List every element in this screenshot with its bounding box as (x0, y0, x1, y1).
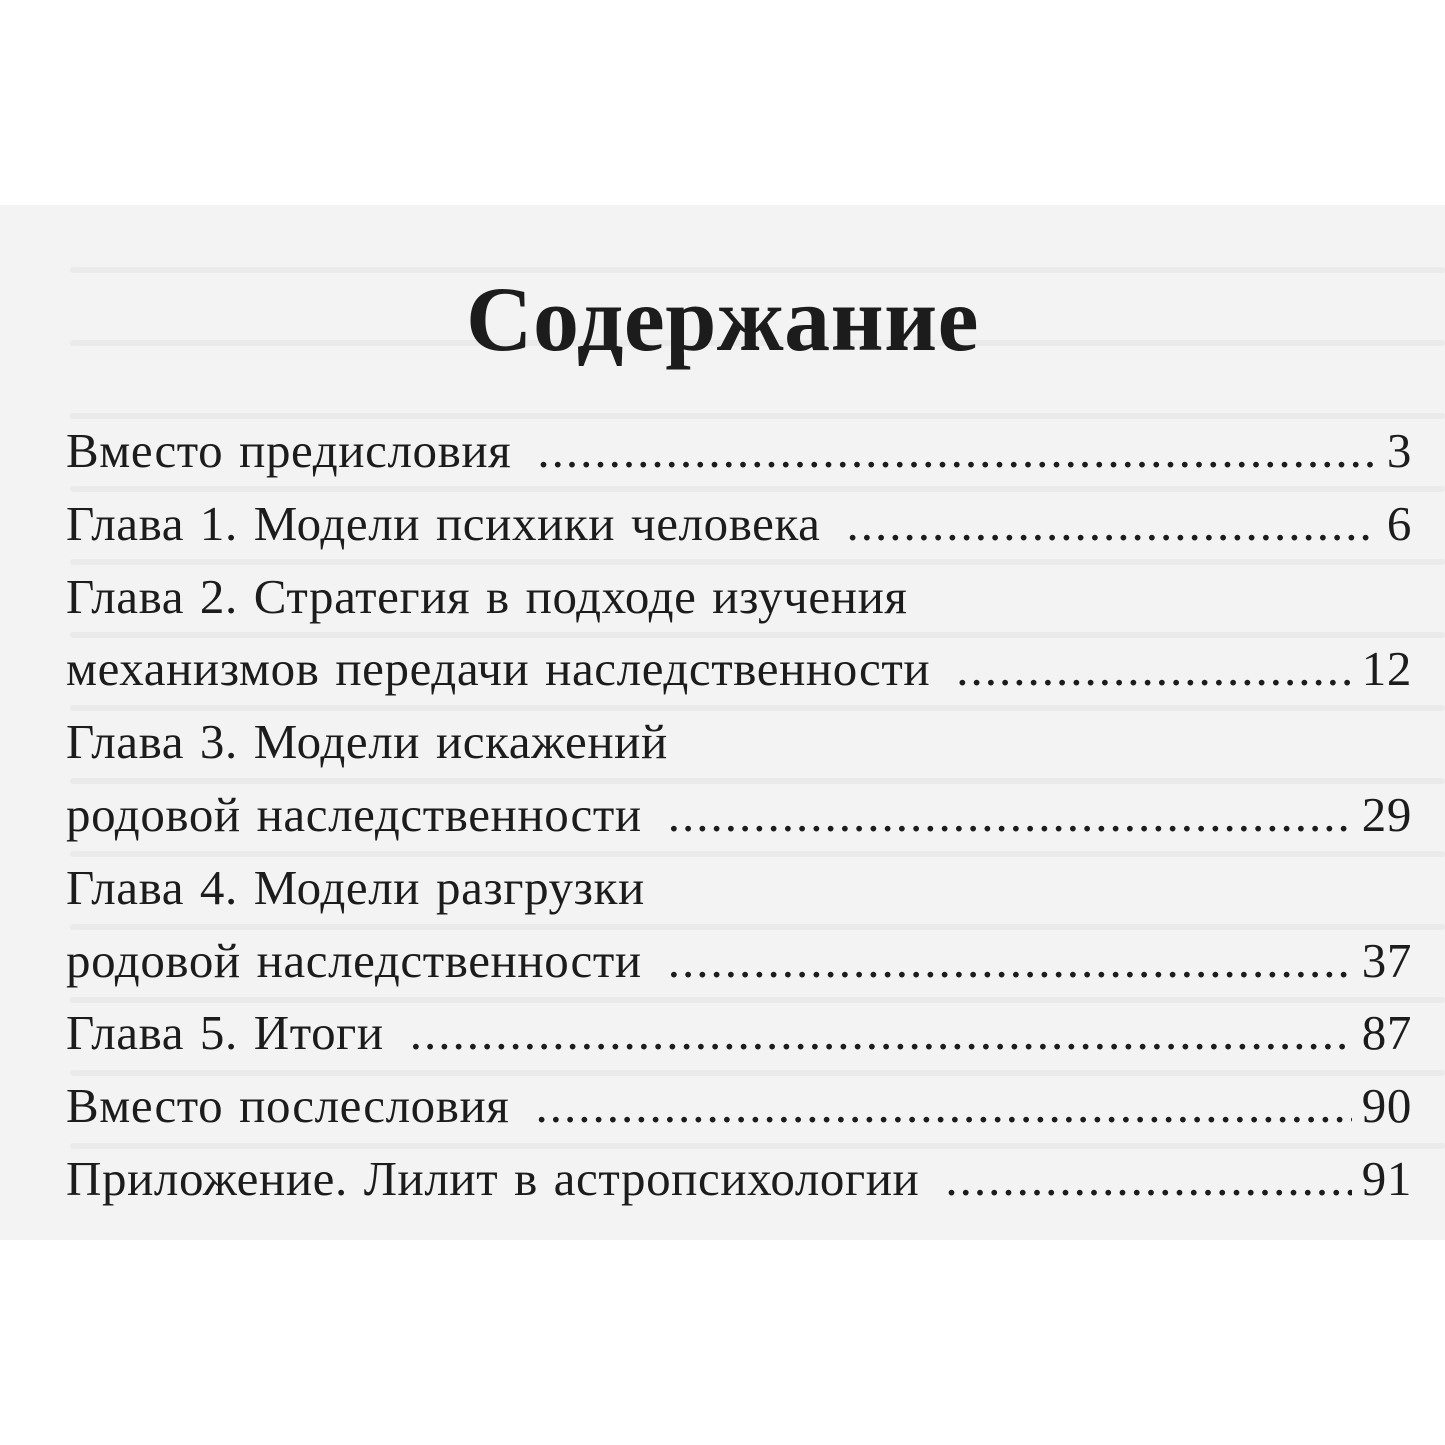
toc-entry-title-line: Глава 2. Стратегия в подходе изучения (66, 568, 908, 624)
toc-page-number: 90 (1361, 1078, 1412, 1134)
book-page (0, 205, 1445, 1240)
toc-entry (66, 415, 1412, 488)
dot-leader (956, 633, 1352, 706)
toc-entry-row (66, 415, 1412, 488)
toc-page-number: 3 (1386, 423, 1412, 478)
toc-entry-title-line: Глава 3. Модели искажений (66, 714, 668, 770)
toc-entry (66, 1070, 1412, 1143)
toc-entry-row (66, 633, 1412, 706)
toc-entry-row (66, 1070, 1412, 1143)
dot-leader (535, 1070, 1351, 1143)
toc-entry-row (66, 997, 1412, 1070)
toc-entry (66, 561, 1412, 707)
dot-leader (537, 415, 1377, 488)
dot-leader (847, 488, 1377, 561)
toc-entry-title-line: механизмов передачи наследственности (66, 641, 931, 697)
toc-entry-title-line: Вместо послесловия (66, 1078, 510, 1134)
toc-page-number: 29 (1361, 786, 1412, 842)
toc-entry (66, 852, 1412, 998)
table-of-contents (66, 415, 1412, 1216)
toc-entry (66, 997, 1412, 1070)
toc-page-number: 6 (1386, 495, 1412, 551)
toc-entry-row (66, 779, 1412, 852)
toc-entry (66, 706, 1412, 852)
toc-entry (66, 1143, 1412, 1216)
toc-entry-title-line: Глава 5. Итоги (66, 1005, 384, 1061)
toc-entry-row (66, 925, 1412, 998)
toc-entry-title-line: Приложение. Лилит в астропсихологии (66, 1150, 920, 1206)
toc-entry-title-line: родовой наследственности (66, 932, 642, 988)
toc-page-number: 91 (1361, 1150, 1412, 1206)
toc-entry-title-line: Глава 4. Модели разгрузки (66, 859, 645, 915)
toc-entry-title-line: Глава 1. Модели психики человека (66, 495, 821, 551)
toc-page-number: 37 (1361, 932, 1412, 988)
toc-page-number: 12 (1361, 641, 1412, 697)
toc-entry-title-line: родовой наследственности (66, 786, 642, 842)
dot-leader (410, 997, 1352, 1070)
dot-leader (668, 925, 1352, 998)
toc-page-number: 87 (1361, 1005, 1412, 1061)
dot-leader (945, 1143, 1351, 1216)
toc-entry-title-line: Вместо предисловия (66, 423, 512, 478)
page-title: Содержание (466, 268, 979, 370)
toc-entry-row (66, 1143, 1412, 1216)
dot-leader (668, 779, 1352, 852)
toc-entry (66, 488, 1412, 561)
toc-entry-row (66, 488, 1412, 561)
